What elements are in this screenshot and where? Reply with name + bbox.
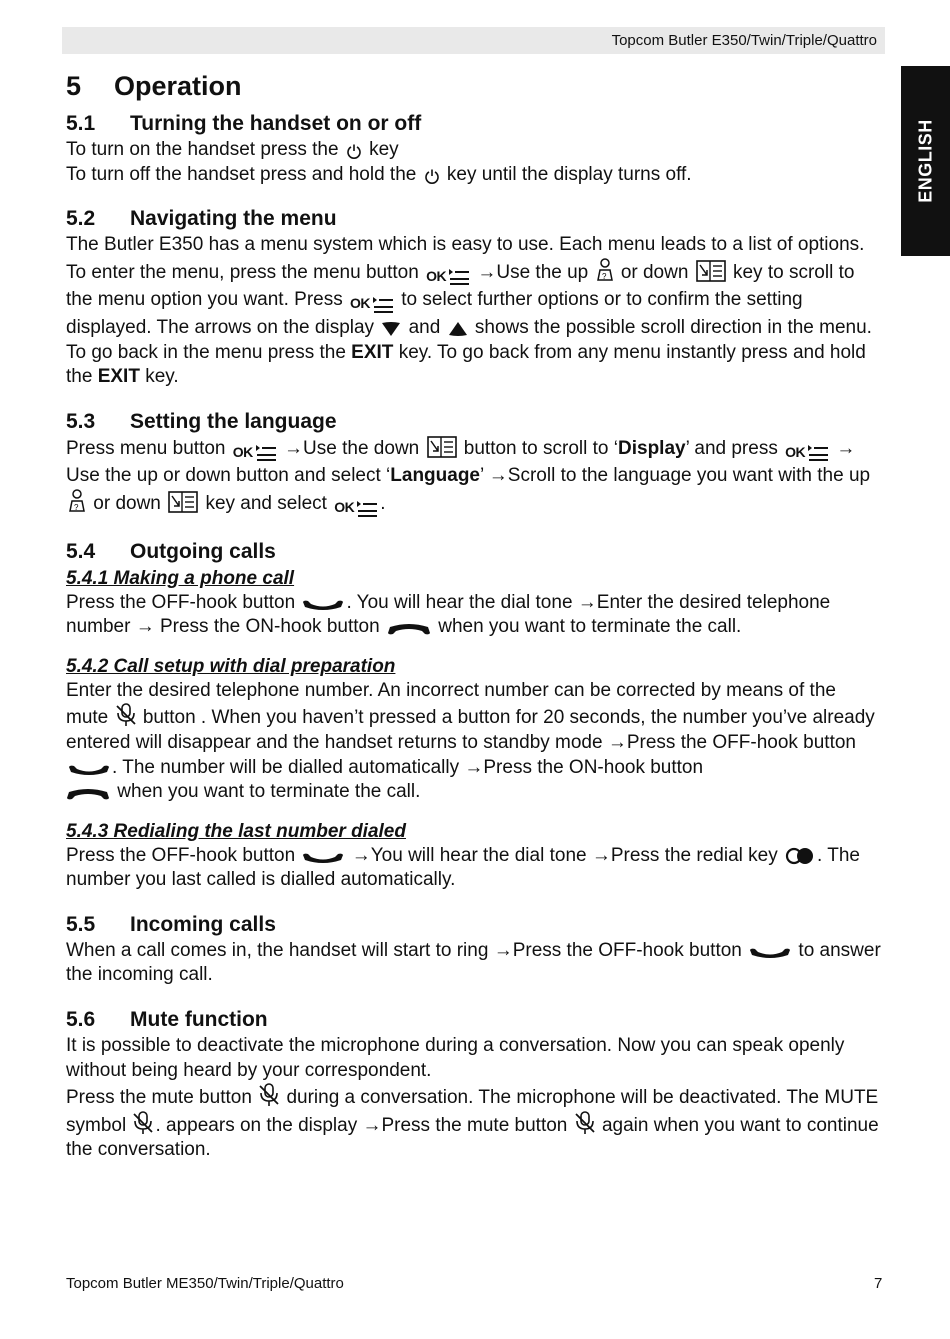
page-content	[66, 68, 881, 1163]
phonebook-up-icon	[596, 258, 614, 282]
text: button . When you haven’t pressed a button for 20 seconds, the number you’ve already entered will disappear and the handset returns to standby mode →Press the OFF-hook button	[66, 707, 875, 753]
paragraph-5-3	[66, 436, 881, 520]
text: Press the OFF-hook button	[66, 844, 296, 866]
chapter-heading	[66, 68, 881, 104]
language-tab-label: ENGLISH	[915, 119, 935, 203]
redial-list-down-icon	[168, 491, 198, 513]
text: key until the display turns off.	[446, 163, 692, 185]
triangle-down-icon	[381, 321, 401, 337]
text: When a call comes in, the handset will start to ring →Press the OFF-hook button	[66, 939, 742, 961]
svg-text:?: ?	[601, 271, 606, 281]
text: when you want to terminate the call.	[438, 616, 742, 638]
text: Press the mute button	[66, 1087, 252, 1109]
redial-list-down-icon	[696, 260, 726, 282]
power-icon	[424, 168, 440, 184]
section-title: Outgoing calls	[130, 539, 276, 563]
section-number: 5.1	[66, 112, 96, 135]
section-heading-5-1	[66, 110, 881, 138]
text: . The number you last called is dialled automatically.	[66, 844, 860, 891]
text: Press the OFF-hook button	[66, 591, 296, 613]
section-number: 5.2	[66, 207, 96, 231]
paragraph-5-4-3	[66, 844, 881, 893]
text: To turn off the handset press and hold the	[66, 163, 417, 185]
text: →Use the down	[284, 437, 420, 459]
paragraph-5-4-1	[66, 591, 881, 640]
text: ’ and press	[685, 437, 778, 459]
section-heading-5-4	[66, 538, 881, 566]
redial-list-down-icon	[427, 436, 457, 458]
paragraph-5-6	[66, 1034, 881, 1163]
text: .	[380, 492, 386, 514]
text: to answer the incoming call.	[66, 939, 881, 986]
section-title: Turning the handset on or off	[130, 112, 422, 135]
text: button to scroll to ‘	[463, 437, 618, 459]
section-title: Setting the language	[130, 409, 337, 433]
text: or down	[620, 261, 689, 283]
section-number: 5.4	[66, 539, 96, 563]
off-hook-icon	[302, 598, 344, 612]
triangle-up-icon	[448, 321, 468, 337]
ok-menu-icon: OK	[350, 291, 394, 316]
section-heading-5-6	[66, 1006, 881, 1034]
footer-page-number: 7	[874, 1275, 883, 1292]
text: →You will hear the dial tone →Press the redial key	[351, 844, 778, 866]
paragraph-5-4-2	[66, 679, 881, 805]
paragraph-5-2	[66, 233, 881, 390]
text: key	[369, 139, 399, 160]
language-tab	[901, 66, 950, 256]
text: . appears on the display →Press the mute button	[155, 1114, 568, 1136]
text: Press menu button	[66, 437, 226, 459]
text: It is possible to deactivate the microphone during a conversation. Now you can speak openly without being heard by your correspondent.	[66, 1035, 845, 1081]
display-menu-label: Display	[618, 437, 686, 459]
text: during a conversation. The microphone will be deactivated. The MUTE symbol	[66, 1087, 879, 1136]
subsection-heading-5-4-3: 5.4.3 Redialing the last number dialed	[66, 820, 406, 842]
phonebook-up-icon	[68, 489, 86, 513]
text: . The number will be dialled automatically →Press the ON-hook button	[112, 756, 704, 778]
text: ’ →Scroll to the language you want with the up	[480, 465, 871, 487]
text: key and select	[205, 492, 327, 514]
exit-key-label: EXIT	[97, 366, 140, 388]
text: and	[408, 316, 441, 338]
ok-menu-icon: OK	[334, 495, 378, 520]
text: or down	[93, 492, 161, 514]
on-hook-icon	[66, 787, 110, 801]
text: →Use the up	[477, 261, 589, 283]
mute-mic-icon	[116, 703, 136, 727]
section-number: 5.5	[66, 912, 96, 936]
text: to select further options or to confirm the setting displayed. The arrows on the display	[66, 289, 803, 338]
off-hook-icon	[302, 851, 344, 865]
text: shows the possible scroll direction in the menu. To go back in the menu press the	[66, 316, 872, 363]
chapter-number: 5	[66, 71, 82, 101]
section-title: Navigating the menu	[130, 207, 337, 231]
ok-menu-icon: OK	[785, 440, 829, 465]
section-heading-5-5	[66, 911, 881, 939]
section-heading-5-3	[66, 408, 881, 436]
exit-key-label: EXIT	[351, 341, 394, 363]
text: when you want to terminate the call.	[117, 781, 421, 803]
svg-text:?: ?	[74, 502, 79, 512]
section-number: 5.6	[66, 1008, 96, 1032]
section-number: 5.3	[66, 409, 96, 433]
page-header	[62, 27, 885, 54]
text: again when you want to continue the conversation.	[66, 1114, 879, 1161]
on-hook-icon	[387, 622, 431, 636]
text: Enter the desired telephone number. An incorrect number can be corrected by means of the mute	[66, 679, 836, 729]
language-menu-label: Language	[390, 465, 480, 487]
text: key.	[145, 366, 179, 388]
paragraph-5-5	[66, 939, 881, 988]
off-hook-icon	[749, 946, 791, 960]
mute-mic-icon	[259, 1083, 279, 1107]
section-title: Incoming calls	[130, 912, 276, 936]
mute-mic-icon	[575, 1111, 595, 1135]
text: → Use the up or down button and select ‘	[66, 437, 856, 487]
section-heading-5-2	[66, 205, 881, 233]
ok-menu-icon: OK	[426, 264, 470, 289]
off-hook-icon	[68, 763, 110, 777]
power-icon	[346, 143, 362, 159]
subsection-heading-5-4-1: 5.4.1 Making a phone call	[66, 567, 295, 589]
footer-product-name: Topcom Butler ME350/Twin/Triple/Quattro	[66, 1275, 344, 1292]
section-title: Mute function	[130, 1008, 268, 1032]
text: The Butler E350 has a menu system which is easy to use. Each menu leads to a list of options. To enter the menu, press the menu button	[66, 234, 865, 283]
text: To turn on the handset press the	[66, 139, 339, 160]
chapter-title: Operation	[114, 71, 242, 101]
text: . You will hear the dial tone →Enter the desired telephone number → Press the ON-hook button	[66, 591, 831, 638]
text: key. To go back from any menu instantly press and hold the	[66, 341, 866, 388]
subsection-heading-5-4-2: 5.4.2 Call setup with dial preparation	[66, 655, 396, 677]
paragraph-5-1	[66, 138, 881, 187]
header-title: Topcom Butler E350/Twin/Triple/Quattro	[611, 32, 877, 49]
redial-icon	[785, 847, 815, 865]
ok-menu-icon: OK	[233, 440, 277, 465]
mute-mic-icon	[133, 1111, 153, 1135]
text: key to scroll to the menu option you want. Press	[66, 261, 855, 311]
